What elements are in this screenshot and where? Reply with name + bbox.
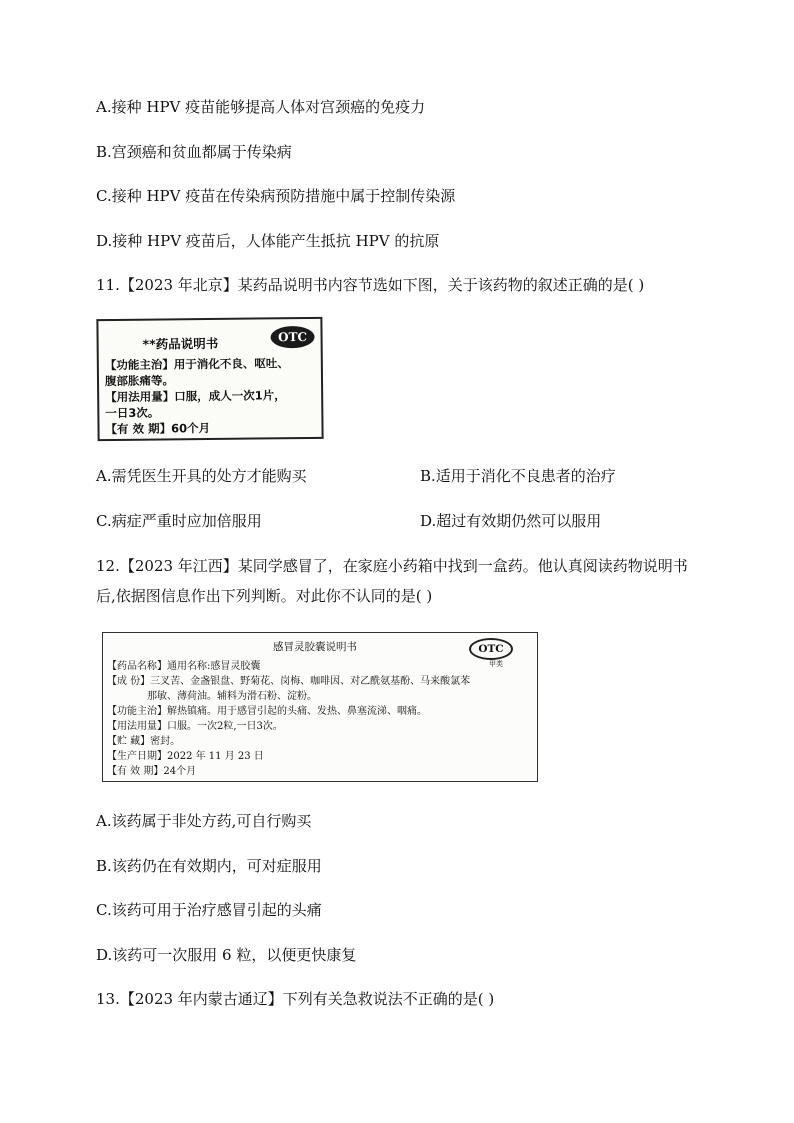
q11-option-c: C.病症严重时应加倍服用 (96, 512, 262, 530)
q12-label-line: 【贮 藏】密封。 (107, 736, 181, 747)
q11-label-line: 一日3次。 (105, 405, 160, 421)
q12-label-title: 感冒灵胶囊说明书 (273, 641, 357, 653)
q10-option-d: D.接种 HPV 疫苗后，人体能产生抵抗 HPV 的抗原 (96, 232, 440, 250)
q12-label-line: 【有 效 期】24个月 (107, 766, 197, 777)
q13-stem: 13.【2023 年内蒙古通辽】下列有关急救说法不正确的是( ) (96, 990, 495, 1008)
q11-stem: 11.【2023 年北京】某药品说明书内容节选如下图，关于该药物的叙述正确的是( ) (96, 276, 645, 294)
q12-label-line: 【用法用量】口服。一次2粒,一日3次。 (107, 721, 283, 732)
q11-drug-label-image (96, 317, 323, 441)
q10-option-c: C.接种 HPV 疫苗在传染病预防措施中属于控制传染源 (96, 187, 456, 205)
q12-option-a: A.该药属于非处方药,可自行购买 (96, 812, 312, 830)
q10-option-a: A.接种 HPV 疫苗能够提高人体对宫颈癌的免疫力 (96, 98, 426, 116)
q12-option-c: C.该药可用于治疗感冒引起的头痛 (96, 901, 322, 919)
otc-class-label: 甲类 (489, 660, 503, 668)
q12-label-line: 那敏、薄荷油。辅料为滑石粉、淀粉。 (147, 691, 317, 702)
q10-option-b: B.宫颈癌和贫血都属于传染病 (96, 143, 292, 161)
otc-badge-icon: OTC (270, 326, 314, 348)
q11-option-b: B.适用于消化不良患者的治疗 (420, 467, 616, 485)
q12-label-line: 【药品名称】通用名称:感冒灵胶囊 (107, 661, 261, 672)
q11-label-line: 【用法用量】口服，成人一次1片， (105, 388, 286, 405)
q12-option-b: B.该药仍在有效期内，可对症服用 (96, 857, 322, 875)
q11-label-title: **药品说明书 (142, 335, 219, 352)
q12-option-d: D.该药可一次服用 6 粒，以便更快康复 (96, 946, 357, 964)
q11-label-line: 【功能主治】用于消化不良、呕吐、 (104, 356, 289, 373)
q12-label-line: 【生产日期】2022 年 11 月 23 日 (107, 751, 264, 762)
q11-option-a: A.需凭医生开具的处方才能购买 (96, 467, 307, 485)
q12-stem: 12.【2023 年江西】某同学感冒了，在家庭小药箱中找到一盒药。他认真阅读药物说明书后,依据图信息作出下列判断。对此你不认同的是( ) (96, 557, 688, 605)
q11-option-d: D.超过有效期仍然可以服用 (420, 512, 602, 530)
otc-badge-icon: OTC (469, 638, 513, 660)
q12-drug-label-image (102, 632, 538, 782)
q12-label-line: 【成 份】三叉苦、金盏银盘、野菊花、岗梅、咖啡因、对乙酰氨基酚、马来酸氯苯 (107, 676, 471, 687)
q11-label-line: 【有 效 期】60个月 (105, 421, 211, 437)
q12-label-line: 【功能主治】解热镇痛。用于感冒引起的头痛、发热、鼻塞流涕、咽痛。 (107, 706, 427, 717)
q11-label-line: 腹部胀痛等。 (104, 373, 175, 389)
